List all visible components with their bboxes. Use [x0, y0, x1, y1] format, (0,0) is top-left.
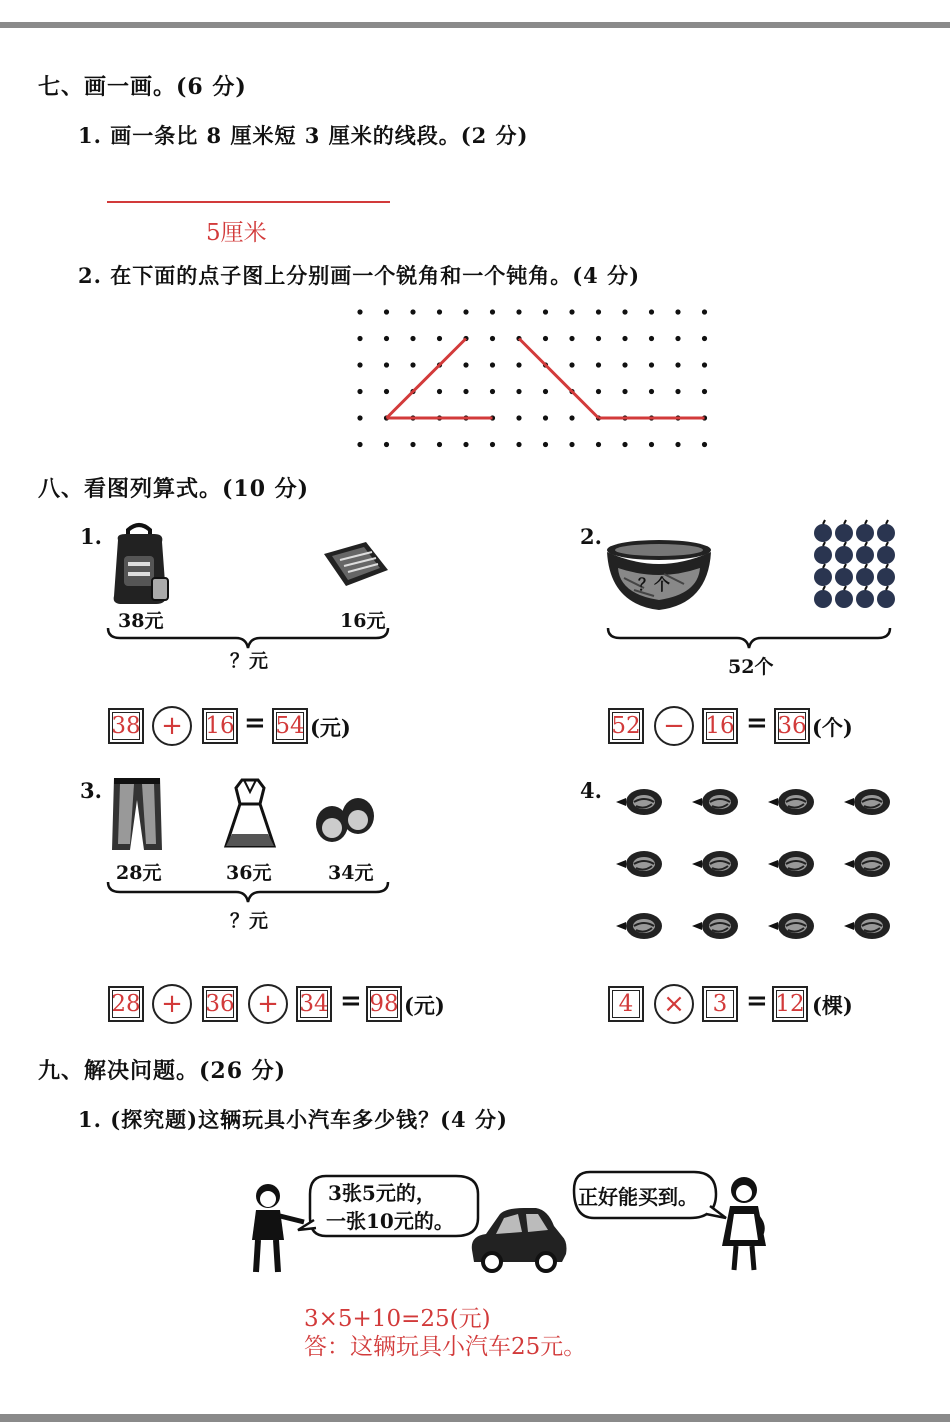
question-7-1: 1. 画一条比 8 厘米短 3 厘米的线段。(2 分) — [78, 123, 529, 148]
fruit-item — [877, 524, 895, 542]
tree-item — [616, 851, 662, 877]
grid-dot — [463, 362, 468, 367]
grid-dot — [437, 336, 442, 341]
fruit-stem — [865, 542, 867, 546]
grid-dot — [569, 362, 574, 367]
fruit-stem — [823, 542, 825, 546]
price-dress: 36元 — [226, 862, 272, 884]
fruit-item — [856, 524, 874, 542]
grid-dot — [596, 442, 601, 447]
eq1-box-b: 16 — [202, 708, 238, 744]
bottom-rule — [0, 1414, 950, 1422]
grid-dot — [410, 362, 415, 367]
fruit-item — [835, 546, 853, 564]
fruit-item — [877, 590, 895, 608]
grid-dot — [675, 442, 680, 447]
dress-icon — [224, 778, 276, 850]
fruit-stem — [886, 564, 888, 568]
bubble-left-line-1: 3张5元的， — [328, 1181, 436, 1205]
eq4-box-result: 12 — [772, 986, 808, 1022]
eq3-box-a: 28 — [108, 986, 144, 1022]
grid-dot — [384, 336, 389, 341]
grid-dot — [357, 362, 362, 367]
eq2-operator: − — [654, 706, 694, 746]
fruit-item — [814, 524, 832, 542]
grid-dot — [649, 309, 654, 314]
pencil-case-icon — [322, 540, 390, 588]
grid-dot — [516, 415, 521, 420]
grid-dot — [543, 389, 548, 394]
grid-dot — [675, 309, 680, 314]
grid-dot — [410, 336, 415, 341]
grid-dot — [543, 442, 548, 447]
eq4-unit: (棵) — [812, 993, 853, 1018]
obtuse-angle-ray-1 — [519, 339, 599, 419]
grid-dot — [622, 362, 627, 367]
fruit-stem — [865, 586, 867, 590]
tree-item — [616, 789, 662, 815]
fruit-stem — [823, 564, 825, 568]
grid-dot — [702, 309, 707, 314]
fruit-grid-icon — [812, 520, 898, 612]
grid-dot — [569, 415, 574, 420]
fruit-stem — [823, 586, 825, 590]
fruit-stem — [886, 542, 888, 546]
grid-dot — [649, 442, 654, 447]
eq1-box-result: 54 — [272, 708, 308, 744]
grid-dot — [675, 389, 680, 394]
fruit-item — [814, 546, 832, 564]
grid-dot — [490, 362, 495, 367]
problem-2-number: 2. — [580, 524, 602, 549]
grid-dot — [649, 336, 654, 341]
grid-dot — [622, 442, 627, 447]
eq3-box-b: 36 — [202, 986, 238, 1022]
grid-dot — [384, 362, 389, 367]
tree-item — [692, 913, 738, 939]
question-9-1: 1. (探究题)这辆玩具小汽车多少钱？(4 分) — [78, 1107, 508, 1132]
total-unknown-1: ？元 — [230, 650, 269, 672]
tree-item — [768, 789, 814, 815]
section-7-title: 七、画一画。(6 分) — [38, 74, 247, 100]
eq4-equals: = — [746, 986, 768, 1016]
fruit-item — [814, 590, 832, 608]
eq2-box-a: 52 — [608, 708, 644, 744]
eq4-operator: × — [654, 984, 694, 1024]
problem-1-number: 1. — [80, 524, 102, 549]
eq3-equals: = — [340, 986, 362, 1016]
fruit-stem — [844, 586, 846, 590]
grid-dot — [675, 362, 680, 367]
tree-item — [844, 789, 890, 815]
backpack-icon — [106, 520, 172, 606]
eq2-box-result: 36 — [774, 708, 810, 744]
grid-dot — [516, 442, 521, 447]
grid-dot — [622, 309, 627, 314]
grid-dot — [702, 389, 707, 394]
question-7-2: 2. 在下面的点子图上分别画一个锐角和一个钝角。(4 分) — [78, 263, 641, 288]
grid-dot — [357, 309, 362, 314]
grid-dot — [357, 442, 362, 447]
fruit-stem — [844, 564, 846, 568]
total-unknown-3: ？元 — [230, 910, 269, 932]
section-8-title: 八、看图列算式。(10 分) — [38, 476, 310, 502]
price-trousers: 28元 — [116, 862, 162, 884]
grid-dot — [516, 362, 521, 367]
bubble-left-line-2: 一张10元的。 — [326, 1209, 454, 1233]
shoes-icon — [312, 794, 378, 844]
fruit-item — [814, 568, 832, 586]
fruit-stem — [844, 520, 846, 524]
answer-line-label: 5厘米 — [206, 220, 267, 246]
fruit-stem — [865, 520, 867, 524]
problem-3-number: 3. — [80, 778, 102, 803]
eq3-unit: (元) — [404, 993, 445, 1018]
tree-item — [692, 851, 738, 877]
grid-dot — [675, 336, 680, 341]
brace-3 — [106, 880, 390, 906]
fruit-stem — [886, 520, 888, 524]
grid-dot — [702, 362, 707, 367]
grid-dot — [702, 336, 707, 341]
grid-dot — [622, 336, 627, 341]
tree-item — [768, 851, 814, 877]
fruit-stem — [865, 564, 867, 568]
girl-icon — [716, 1174, 772, 1274]
grid-dot — [463, 389, 468, 394]
acute-angle-ray-1 — [387, 339, 467, 419]
brace-2 — [606, 626, 892, 652]
grid-dot — [384, 389, 389, 394]
grid-dot — [596, 309, 601, 314]
grid-dot — [596, 336, 601, 341]
grid-dot — [490, 336, 495, 341]
dot-grid-figure — [0, 0, 950, 470]
grid-dot — [357, 336, 362, 341]
fruit-item — [856, 546, 874, 564]
grid-dot — [463, 309, 468, 314]
grid-dot — [384, 442, 389, 447]
grid-dot — [463, 442, 468, 447]
trousers-icon — [110, 776, 164, 852]
tree-item — [692, 789, 738, 815]
grid-dot — [569, 442, 574, 447]
tree-item — [844, 913, 890, 939]
grid-dot — [490, 309, 495, 314]
grid-dot — [516, 389, 521, 394]
fruit-item — [856, 590, 874, 608]
price-backpack: 38元 — [118, 610, 164, 632]
fruit-stem — [844, 542, 846, 546]
grid-dot — [410, 309, 415, 314]
toy-car-icon — [466, 1206, 570, 1272]
fruit-item — [835, 590, 853, 608]
tree-grid-icon — [606, 780, 890, 950]
grid-dot — [384, 309, 389, 314]
grid-dot — [490, 442, 495, 447]
eq4-box-a: 4 — [608, 986, 644, 1022]
eq2-equals: = — [746, 708, 768, 738]
answer-calculation: 3×5+10=25(元) — [304, 1306, 491, 1332]
answer-sentence: 答：这辆玩具小汽车25元。 — [304, 1334, 587, 1360]
price-shoes: 34元 — [328, 862, 374, 884]
grid-dot — [622, 389, 627, 394]
price-pencil-case: 16元 — [340, 610, 386, 632]
grid-dot — [596, 362, 601, 367]
eq1-operator: + — [152, 706, 192, 746]
grid-dot — [702, 442, 707, 447]
eq3-box-result: 98 — [366, 986, 402, 1022]
tree-item — [768, 913, 814, 939]
eq2-box-b: 16 — [702, 708, 738, 744]
grid-dot — [649, 389, 654, 394]
eq2-unit: (个) — [812, 715, 853, 740]
basket-unknown-mark: ？个 — [638, 575, 671, 594]
fruit-item — [835, 568, 853, 586]
grid-dot — [516, 309, 521, 314]
grid-dot — [437, 442, 442, 447]
grid-dot — [569, 336, 574, 341]
fruit-item — [877, 568, 895, 586]
tree-item — [616, 913, 662, 939]
fruit-item — [877, 546, 895, 564]
grid-dot — [437, 389, 442, 394]
problem-4-number: 4. — [580, 778, 602, 803]
eq1-box-a: 38 — [108, 708, 144, 744]
tree-item — [844, 851, 890, 877]
eq3-box-c: 34 — [296, 986, 332, 1022]
fruit-item — [835, 524, 853, 542]
grid-dot — [490, 389, 495, 394]
grid-dot — [543, 415, 548, 420]
grid-dot — [410, 442, 415, 447]
fruit-stem — [823, 520, 825, 524]
section-9-title: 九、解决问题。(26 分) — [38, 1058, 287, 1084]
fruit-item — [856, 568, 874, 586]
fruit-stem — [886, 586, 888, 590]
eq1-equals: = — [244, 708, 266, 738]
bubble-right-text: 正好能买到。 — [578, 1185, 698, 1209]
eq4-box-b: 3 — [702, 986, 738, 1022]
grid-dot — [569, 309, 574, 314]
grid-dot — [543, 336, 548, 341]
grid-dot — [357, 389, 362, 394]
eq3-operator-1: + — [152, 984, 192, 1024]
grid-dot — [649, 362, 654, 367]
grid-dot — [543, 309, 548, 314]
grid-dot — [437, 309, 442, 314]
grid-dot — [357, 415, 362, 420]
total-2: 52个 — [728, 656, 774, 678]
eq3-operator-2: + — [248, 984, 288, 1024]
grid-dot — [596, 389, 601, 394]
eq1-unit: (元) — [310, 715, 351, 740]
